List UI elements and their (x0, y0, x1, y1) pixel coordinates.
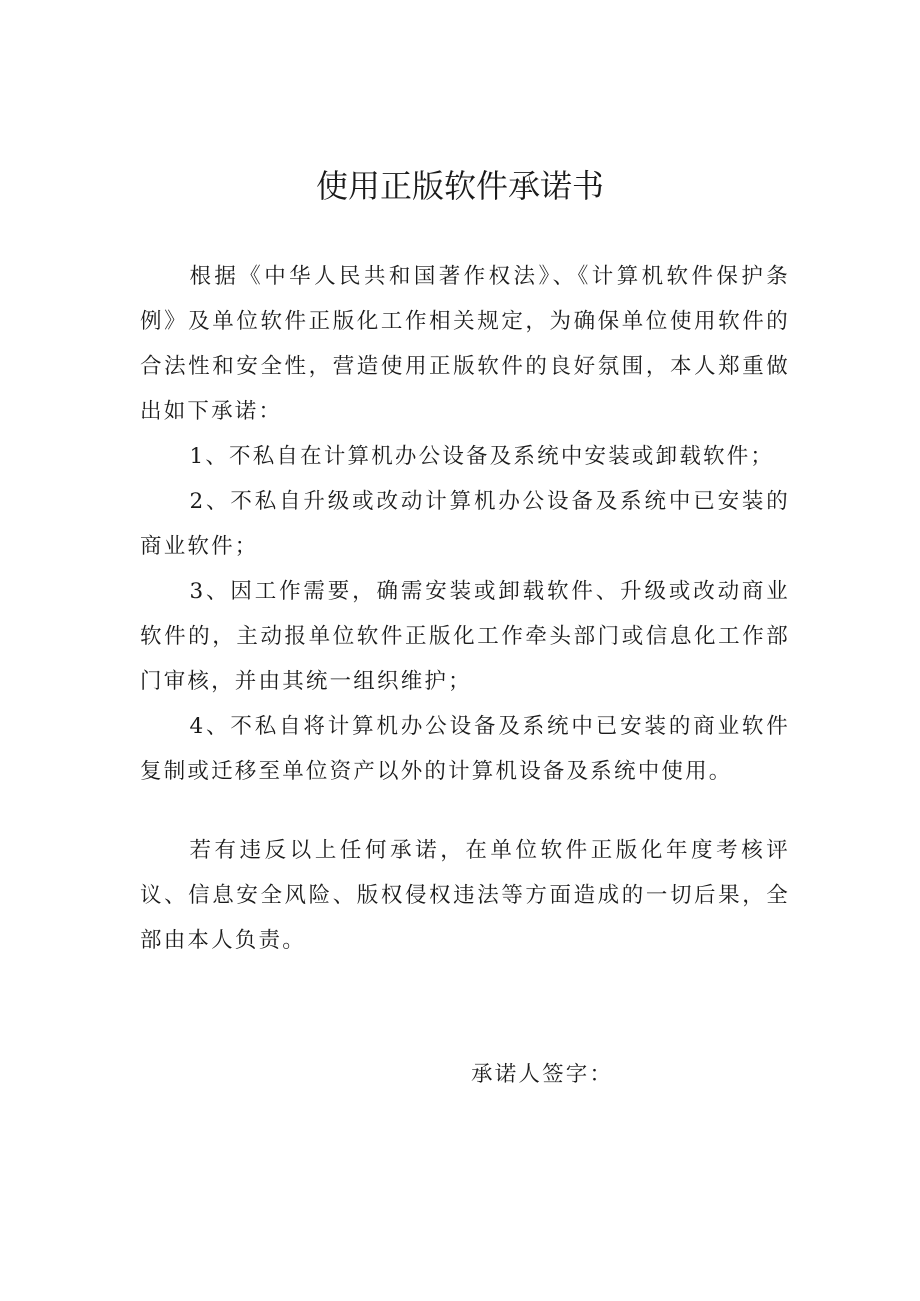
signature-label: 承诺人签字： (471, 1062, 614, 1087)
intro-paragraph: 根据《中华人民共和国著作权法》、《计算机软件保护条例》及单位软件正版化工作相关规定，为确保单位使用软件的合法性和安全性，营造使用正版软件的良好氛围，本人郑重做出如下承诺： (140, 264, 790, 424)
commitment-item-4: 4、不私自将计算机办公设备及系统中已安装的商业软件复制或迁移至单位资产以外的计算机设备及系统中使用。 (140, 714, 790, 784)
commitment-item-2: 2、不私自升级或改动计算机办公设备及系统中已安装的商业软件； (140, 489, 790, 559)
closing-paragraph: 若有违反以上任何承诺，在单位软件正版化年度考核评议、信息安全风险、版权侵权违法等方面造成的一切后果，全部由本人负责。 (140, 838, 790, 953)
document-title: 使用正版软件承诺书 (315, 167, 604, 205)
paragraph-gap (140, 794, 790, 828)
commitment-item-3: 3、因工作需要，确需安装或卸载软件、升级或改动商业软件的，主动报单位软件正版化工作牵头部门或信息化工作部门审核，并由其统一组织维护； (140, 579, 790, 694)
commitment-item-1: 1、不私自在计算机办公设备及系统中安装或卸载软件； (189, 444, 775, 469)
document-body (140, 254, 790, 963)
